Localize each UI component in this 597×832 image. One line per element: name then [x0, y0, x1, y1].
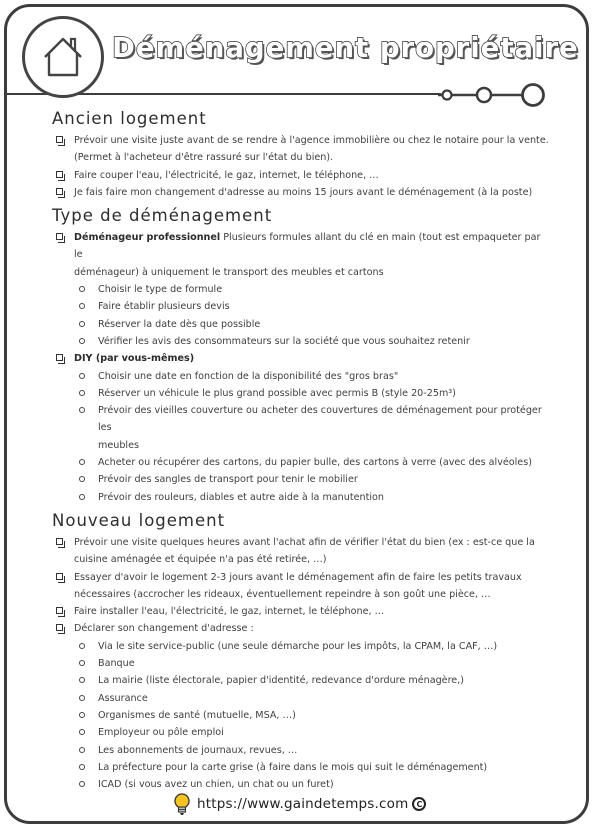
circle-bullet-icon: [79, 747, 85, 753]
section-title-ancien: Ancien logement: [52, 109, 207, 128]
checkbox-icon: [56, 233, 63, 240]
house-badge: [22, 16, 104, 98]
checkbox-icon: [56, 607, 63, 614]
copyright-icon: C: [412, 797, 426, 811]
nouveau-sub-item: [52, 724, 552, 741]
pro-sub-item-text: Vérifier les avis des consommateurs sur la société que vous souhaitez retenir: [98, 335, 470, 347]
nouveau-sub-item-text: Banque: [98, 658, 135, 670]
pro-text-2: déménageur) à uniquement le transport des meubles et cartons: [74, 266, 384, 278]
nouveau-item: [52, 569, 552, 604]
diy-sub-item: [52, 385, 552, 402]
pro-sub-item: [52, 281, 552, 298]
nouveau-sub-item: [52, 776, 552, 793]
nouveau-sub-item: [52, 690, 552, 707]
circle-bullet-icon: [79, 695, 85, 701]
diy-sub-item-text: Prévoir des rouleurs, diables et autre aide à la manutention: [98, 491, 384, 503]
ancien-list: [52, 132, 552, 201]
nouveau-item-text: cuisine aménagée et équipée n'a pas été retirée, …): [74, 554, 327, 566]
section-title-type: Type de déménagement: [52, 206, 273, 226]
diy-sub-item-text: Acheter ou récupérer des cartons, du papier bulle, des cartons à verre (avec des alvéoles): [98, 457, 532, 469]
ancien-item-text: Prévoir une visite juste avant de se rendre à l'agence immobilière ou chez le notaire pour la vente.: [74, 135, 549, 146]
list-item-diy: [52, 350, 552, 367]
nouveau-sub-item-text: Via le site service-public (une seule démarche pour les impôts, la CPAM, la CAF, …): [98, 640, 498, 652]
circle-bullet-icon: [79, 781, 85, 787]
diy-bold-label: DIY (par vous-mêmes): [74, 353, 195, 365]
nouveau-sub-item: [52, 707, 552, 724]
nouveau-item-text: Déclarer son changement d'adresse :: [74, 623, 254, 635]
circle-bullet-icon: [79, 303, 85, 309]
circle-bullet-icon: [79, 459, 85, 465]
circle-bullet-icon: [79, 373, 85, 379]
checkbox-icon: [56, 188, 63, 195]
nouveau-item-text: Essayer d'avoir le logement 2-3 jours avant le déménagement afin de faire les petits travaux: [74, 571, 522, 583]
footer-url[interactable]: https://www.gaindetemps.com: [197, 796, 409, 812]
circle-bullet-icon: [79, 390, 85, 396]
checkbox-icon: [56, 624, 63, 631]
nouveau-item-text: Faire installer l'eau, l'électricité, le gaz, internet, le téléphone, …: [74, 606, 385, 618]
checkbox-icon: [56, 573, 63, 580]
ancien-item: [52, 184, 552, 201]
list-item-pro: [52, 229, 552, 281]
diy-sub-item-text: meubles: [98, 439, 139, 451]
nouveau-sub-item-text: Assurance: [98, 692, 148, 704]
pro-sub-list: [52, 281, 552, 350]
nouveau-item-text: Prévoir une visite quelques heures avant l'achat afin de vérifier l'état du bien (ex : est-ce que la: [74, 536, 535, 548]
diy-sub-item-text: Réserver un véhicule le plus grand possible avec permis B (style 20-25m³): [98, 387, 456, 399]
house-icon: [25, 19, 101, 95]
diy-sub-item-text: Choisir une date en fonction de la disponibilité des "gros bras": [98, 370, 399, 382]
page-title: Déménagement propriétaire: [112, 32, 579, 64]
circle-bullet-icon: [79, 476, 85, 482]
pro-sub-item-text: Réserver la date dès que possible: [98, 318, 261, 330]
circle-bullet-icon: [79, 660, 85, 666]
nouveau-sub-item: [52, 655, 552, 672]
nouveau-sub-list: [52, 638, 552, 794]
nouveau-sub-item: [52, 759, 552, 776]
circle-bullet-icon: [79, 494, 85, 500]
pro-sub-item: [52, 316, 552, 333]
checklist-content: [52, 104, 552, 793]
nouveau-list: [52, 534, 552, 638]
nouveau-item-text: nécessaires (accrocher les rideaux, éventuellement repeindre à son goût une pièce, …: [74, 588, 491, 600]
diy-sub-list: [52, 368, 552, 506]
nouveau-item: [52, 620, 552, 637]
circle-bullet-icon: [79, 407, 85, 413]
diy-sub-item: [52, 454, 552, 471]
nouveau-sub-item-text: ICAD (si vous avez un chien, un chat ou un furet): [98, 779, 334, 791]
checkbox-icon: [56, 171, 63, 178]
nouveau-sub-item-text: Organismes de santé (mutuelle, MSA, …): [98, 709, 296, 721]
pro-bold-label: Déménageur professionnel: [74, 232, 221, 244]
diy-sub-item: [52, 402, 552, 454]
ancien-item: [52, 132, 552, 167]
diy-sub-item: [52, 489, 552, 506]
nouveau-sub-item-text: Les abonnements de journaux, revues, …: [98, 744, 298, 756]
nouveau-sub-item-text: Employeur ou pôle emploi: [98, 727, 224, 739]
pro-sub-item: [52, 298, 552, 315]
diy-sub-item-text: Prévoir des sangles de transport pour tenir le mobilier: [98, 474, 358, 486]
nouveau-item: [52, 603, 552, 620]
pro-sub-item-text: Faire établir plusieurs devis: [98, 301, 230, 313]
nouveau-sub-item: [52, 742, 552, 759]
section-title-nouveau: Nouveau logement: [52, 510, 226, 530]
ancien-item: [52, 167, 552, 184]
ancien-item-text: Je fais faire mon changement d'adresse au moins 15 jours avant le déménagement (à la poste): [74, 186, 533, 198]
circle-bullet-icon: [79, 286, 85, 292]
circle-bullet-icon: [79, 338, 85, 344]
circle-bullet-icon: [79, 321, 85, 327]
pro-text: Plusieurs formules allant du clé en main (tout est empaqueter par le: [74, 232, 541, 261]
diy-sub-item-text: Prévoir des vieilles couverture ou acheter des couvertures de déménagement pour protéger les: [98, 405, 542, 434]
checkbox-icon: [56, 538, 63, 545]
footer: [173, 792, 426, 816]
nouveau-sub-item-text: La mairie (liste électorale, papier d'identité, redevance d'ordure ménagère,): [98, 675, 465, 687]
pro-sub-item-text: Choisir le type de formule: [98, 284, 223, 296]
ancien-item-text: Faire couper l'eau, l'électricité, le gaz, internet, le téléphone, …: [74, 169, 379, 181]
circle-bullet-icon: [79, 729, 85, 735]
nouveau-sub-item: [52, 638, 552, 655]
circle-bullet-icon: [79, 764, 85, 770]
nouveau-sub-item-text: La préfecture pour la carte grise (à faire dans le mois qui suit le déménagement): [98, 761, 488, 773]
checkbox-icon: [56, 136, 63, 143]
diy-sub-item: [52, 471, 552, 488]
nouveau-item: [52, 534, 552, 569]
circle-bullet-icon: [79, 677, 85, 683]
checkbox-icon: [56, 354, 63, 361]
pro-sub-item: [52, 333, 552, 350]
lightbulb-icon: [173, 792, 191, 816]
nouveau-sub-item: [52, 672, 552, 689]
circle-bullet-icon: [79, 712, 85, 718]
ancien-item-text: (Permet à l'acheteur d'être rassuré sur l'état du bien).: [74, 152, 334, 164]
diy-sub-item: [52, 368, 552, 385]
circle-bullet-icon: [79, 643, 85, 649]
